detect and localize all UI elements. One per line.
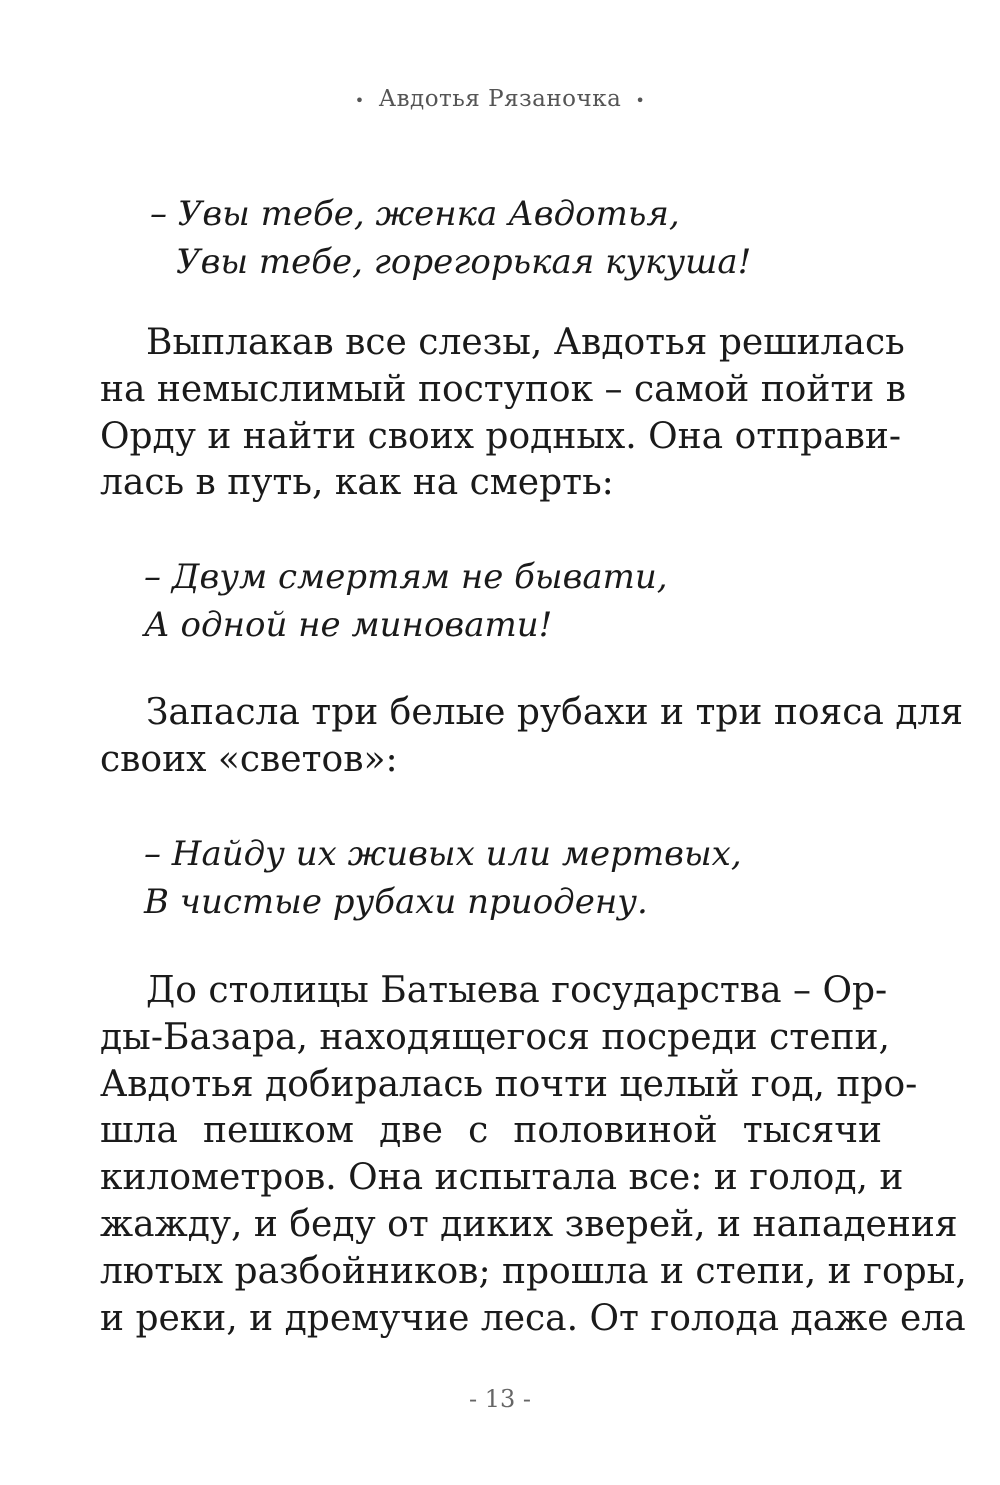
paragraph-line: жажду, и беду от диких зверей, и нападения [100,1203,958,1245]
paragraph-line: на немыслимый поступок – самой пойти в [100,368,906,410]
paragraph-line: километров. Она испытала все: и голод, и [100,1157,904,1199]
verse-line: Увы тебе, горегорькая кукуша! [176,242,752,282]
paragraph-line: Запасла три белые рубахи и три пояса для [146,692,964,733]
verse-block [150,190,751,286]
running-head [0,86,1000,112]
paragraph-line: Орду и найти своих родных. Она отправи- [100,415,902,457]
verse-line: – Увы тебе, женка Авдотья, [150,194,680,234]
paragraph-line: ды-Базара, находящегося посреди степи, [100,1016,890,1058]
verse-block [144,553,668,649]
ornament-dot: • [635,90,646,110]
paragraph [100,968,967,1342]
ornament-dot: • [354,90,365,110]
paragraph-line: лютых разбойников; прошла и степи, и горы, [100,1250,967,1292]
paragraph-line: своих «светов»: [100,738,398,780]
verse-line: В чистые рубахи приодену. [144,882,648,922]
paragraph-line: Выплакав все слезы, Авдотья решилась [146,322,905,363]
paragraph-line: Авдотья добиралась почти целый год, про- [100,1063,918,1105]
page-number: - 13 - [468,1385,531,1413]
paragraph-line: и реки, и дремучие леса. От голода даже ела [100,1297,966,1339]
paragraph-line: шла пешком две с половиной тысячи [100,1110,882,1152]
verse-block [144,830,742,926]
paragraph [100,320,906,507]
verse-line: – Найду их живых или мертвых, [144,834,742,874]
paragraph [100,690,964,784]
verse-line: А одной не миновати! [144,605,553,645]
paragraph-line: лась в путь, как на смерть: [100,462,614,504]
verse-line: – Двум смертям не бывати, [144,557,668,597]
running-head-title: Авдотья Рязаночка [378,86,622,112]
paragraph-line: До столицы Батыева государства – Ор- [146,970,888,1011]
